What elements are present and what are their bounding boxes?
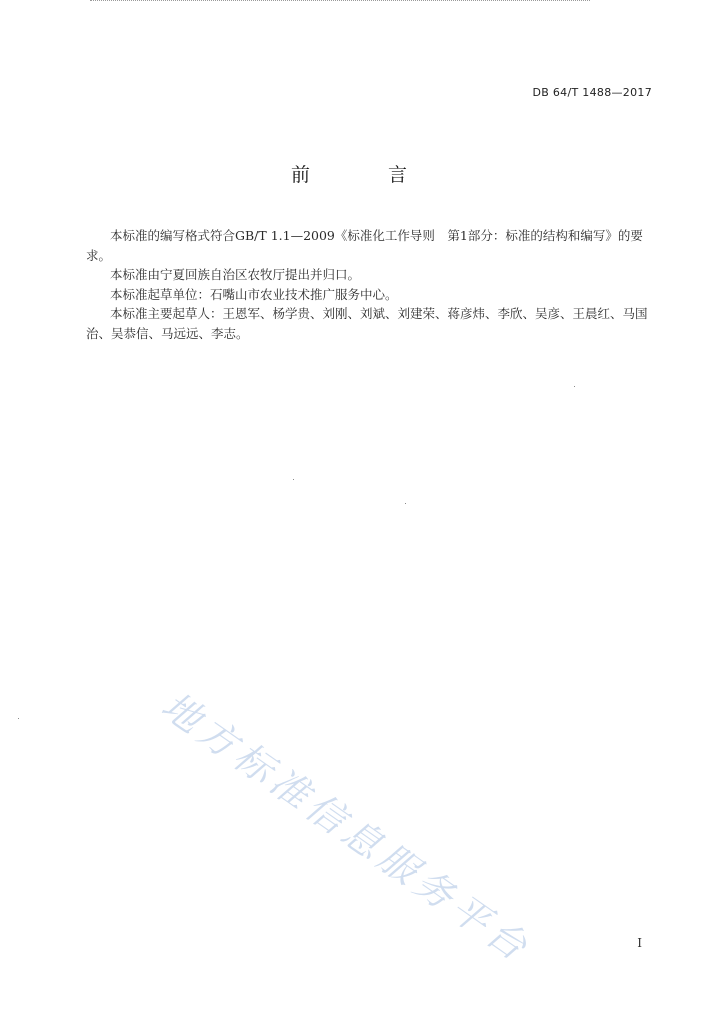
standard-number: DB 64/T 1488—2017 [532, 86, 652, 99]
scan-speck [18, 718, 19, 719]
page-number: I [637, 936, 642, 950]
watermark: 地方标准信息服务平台 [153, 683, 540, 972]
scan-speck [574, 386, 575, 387]
paragraph-drafting-unit: 本标准起草单位：石嘴山市农业技术推广服务中心。 [110, 286, 398, 302]
paragraph-proposer: 本标准由宁夏回族自治区农牧厅提出并归口。 [110, 267, 361, 282]
page-title: 前 言 [290, 164, 444, 186]
top-dotted-rule [90, 0, 590, 3]
foreword-body [86, 226, 666, 343]
paragraph-drafters: 本标准主要起草人：王恩军、杨学贵、刘刚、刘斌、刘建荣、蒋彦炜、李欣、吴彦、王晨红、马国治、吴恭信、马远远、李志。 [86, 306, 648, 341]
scan-speck [405, 503, 406, 504]
paragraph-format: 本标准的编写格式符合GB/T 1.1—2009《标准化工作导则 第1部分：标准的结构和编写》的要求。 [86, 228, 643, 263]
scan-speck [293, 479, 294, 480]
